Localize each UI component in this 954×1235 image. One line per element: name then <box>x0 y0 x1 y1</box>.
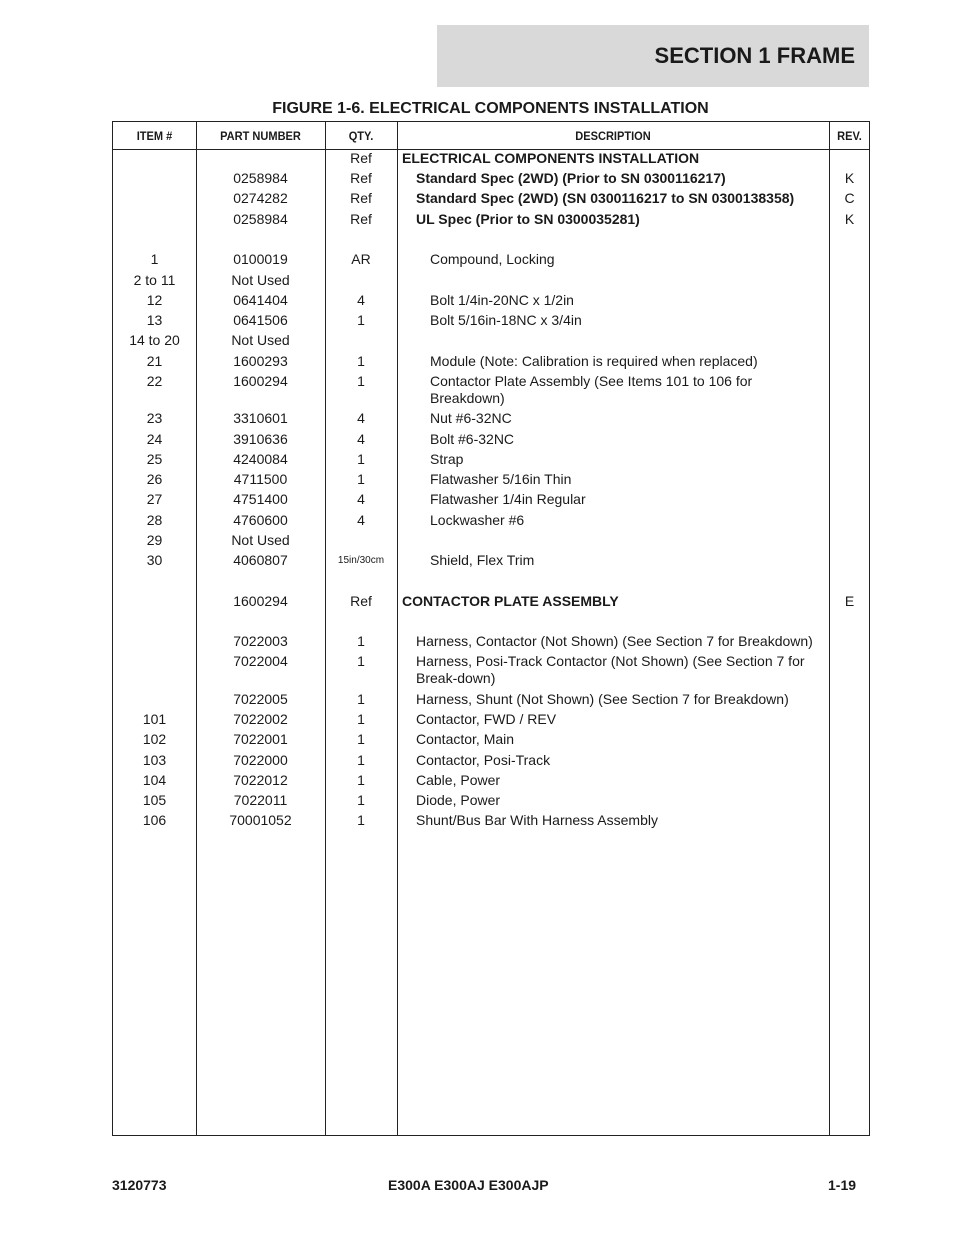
quantity-cell: 1 <box>357 471 365 487</box>
quantity-cell: 4 <box>357 292 365 308</box>
part-number-cell: 0641506 <box>233 312 288 328</box>
quantity-cell: 1 <box>357 711 365 727</box>
description-cell <box>397 552 829 569</box>
quantity-cell: 1 <box>357 312 365 328</box>
column-header-rev: REV. <box>837 128 862 143</box>
description-cell <box>397 653 829 687</box>
revision-cell: E <box>844 593 855 609</box>
item-number-cell: 12 <box>146 292 163 308</box>
quantity-cell: 1 <box>357 691 365 707</box>
item-number-cell: 22 <box>146 373 163 389</box>
part-number-cell: 4711500 <box>233 471 288 487</box>
quantity-cell: 1 <box>357 792 365 808</box>
description-cell <box>397 772 829 789</box>
description-cell <box>397 190 829 207</box>
part-number-cell: 70001052 <box>229 812 292 828</box>
description-cell <box>397 812 829 829</box>
description-line: Bolt 1/4in-20NC x 1/2in <box>430 292 574 308</box>
column-divider <box>397 122 398 1135</box>
description-line: Contactor, Main <box>416 731 515 747</box>
part-number-cell: 7022001 <box>233 731 288 747</box>
part-number-cell: Not Used <box>231 332 290 348</box>
quantity-cell: 1 <box>357 353 365 369</box>
quantity-cell: 4 <box>357 410 365 426</box>
item-number-cell: 106 <box>142 812 167 828</box>
part-number-cell: Not Used <box>231 532 290 548</box>
item-number-cell: 21 <box>146 353 163 369</box>
description-line: Cable, Power <box>416 772 501 788</box>
description-cell <box>397 633 829 650</box>
description-cell <box>397 471 829 488</box>
description-cell <box>397 792 829 809</box>
footer-doc-number: 3120773 <box>112 1177 167 1193</box>
item-number-cell: 1 <box>150 251 159 267</box>
description-line: Standard Spec (2WD) (Prior to SN 0300116217) <box>416 170 726 186</box>
part-number-cell: 4760600 <box>233 512 288 528</box>
part-number-cell: 0274282 <box>233 190 288 206</box>
item-number-cell: 28 <box>146 512 163 528</box>
description-line: Contactor Plate Assembly (See Items 101 to 106 for <box>430 373 753 389</box>
description-cell <box>397 211 829 228</box>
revision-cell: C <box>844 190 855 206</box>
description-cell <box>397 373 829 407</box>
description-line: Module (Note: Calibration is required when replaced) <box>430 353 758 369</box>
description-line: Break-down) <box>416 670 496 686</box>
description-line: CONTACTOR PLATE ASSEMBLY <box>402 593 619 609</box>
description-cell <box>397 170 829 187</box>
description-line: Flatwasher 5/16in Thin <box>430 471 572 487</box>
description-cell <box>397 410 829 427</box>
part-number-cell: 7022003 <box>233 633 288 649</box>
description-line: Harness, Contactor (Not Shown) (See Section 7 for Breakdown) <box>416 633 813 649</box>
item-number-cell: 29 <box>146 532 163 548</box>
quantity-cell: Ref <box>350 211 372 227</box>
item-number-cell: 103 <box>142 752 167 768</box>
quantity-cell: Ref <box>350 170 372 186</box>
quantity-cell: 4 <box>357 491 365 507</box>
description-line: Harness, Posi-Track Contactor (Not Shown) (See Section 7 for <box>416 653 805 669</box>
quantity-cell: 1 <box>357 812 365 828</box>
item-number-cell: 104 <box>142 772 167 788</box>
part-number-cell: 3310601 <box>233 410 288 426</box>
column-header-part-number: PART NUMBER <box>220 128 301 143</box>
quantity-cell: 1 <box>357 373 365 389</box>
column-divider <box>325 122 326 1135</box>
description-line: Lockwasher #6 <box>430 512 525 528</box>
item-number-cell: 30 <box>146 552 163 568</box>
description-cell <box>397 731 829 748</box>
part-number-cell: 0258984 <box>233 170 288 186</box>
description-cell <box>397 312 829 329</box>
part-number-cell: 1600294 <box>233 373 288 389</box>
quantity-cell: 1 <box>357 752 365 768</box>
description-line: Nut #6-32NC <box>430 410 512 426</box>
part-number-cell: 0641404 <box>233 292 288 308</box>
part-number-cell: 7022004 <box>233 653 288 669</box>
description-cell <box>397 150 829 167</box>
column-header-description: DESCRIPTION <box>575 128 651 143</box>
description-line: Diode, Power <box>416 792 501 808</box>
quantity-cell: 1 <box>357 731 365 747</box>
description-line: Strap <box>430 451 464 467</box>
part-number-cell: 0258984 <box>233 211 288 227</box>
footer-models: E300A E300AJ E300AJP <box>388 1177 549 1193</box>
quantity-cell: Ref <box>350 150 372 166</box>
quantity-cell: 1 <box>357 451 365 467</box>
description-cell <box>397 593 829 610</box>
description-line: Flatwasher 1/4in Regular <box>430 491 586 507</box>
description-line: UL Spec (Prior to SN 0300035281) <box>416 211 640 227</box>
item-number-cell: 26 <box>146 471 163 487</box>
description-cell <box>397 353 829 370</box>
description-cell <box>397 491 829 508</box>
quantity-cell: 1 <box>357 633 365 649</box>
revision-cell: K <box>844 170 855 186</box>
item-number-cell: 102 <box>142 731 167 747</box>
description-line: Shield, Flex Trim <box>430 552 535 568</box>
description-cell <box>397 691 829 708</box>
description-line: Compound, Locking <box>430 251 555 267</box>
part-number-cell: 4240084 <box>233 451 288 467</box>
part-number-cell: 4060807 <box>233 552 288 568</box>
description-cell <box>397 251 829 268</box>
description-line: Bolt #6-32NC <box>430 431 515 447</box>
description-line: Contactor, FWD / REV <box>416 711 557 727</box>
revision-cell: K <box>844 211 855 227</box>
section-header <box>437 25 869 87</box>
item-number-cell: 101 <box>142 711 167 727</box>
part-number-cell: 4751400 <box>233 491 288 507</box>
part-number-cell: Not Used <box>231 272 290 288</box>
item-number-cell: 13 <box>146 312 163 328</box>
description-line: Contactor, Posi-Track <box>416 752 551 768</box>
part-number-cell: 7022005 <box>233 691 288 707</box>
description-cell <box>397 451 829 468</box>
description-cell <box>397 431 829 448</box>
description-line: Bolt 5/16in-18NC x 3/4in <box>430 312 582 328</box>
part-number-cell: 3910636 <box>233 431 288 447</box>
footer-page-number: 1-19 <box>828 1177 857 1193</box>
description-cell <box>397 752 829 769</box>
description-line: ELECTRICAL COMPONENTS INSTALLATION <box>402 150 700 166</box>
description-line: Harness, Shunt (Not Shown) (See Section 7 for Breakdown) <box>416 691 789 707</box>
column-header-item: ITEM # <box>136 128 173 143</box>
part-number-cell: 7022002 <box>233 711 288 727</box>
part-number-cell: 7022000 <box>233 752 288 768</box>
item-number-cell: 2 to 11 <box>133 272 176 288</box>
description-cell <box>397 512 829 529</box>
figure-title: FIGURE 1-6. ELECTRICAL COMPONENTS INSTALLATION <box>272 100 709 117</box>
part-number-cell: 1600294 <box>233 593 288 609</box>
description-line: Shunt/Bus Bar With Harness Assembly <box>416 812 658 828</box>
description-line: Standard Spec (2WD) (SN 0300116217 to SN 0300138358) <box>416 190 795 206</box>
description-line: Breakdown) <box>430 390 505 406</box>
parts-table <box>112 121 870 1136</box>
quantity-cell: 4 <box>357 431 365 447</box>
description-cell <box>397 711 829 728</box>
column-divider <box>829 122 830 1135</box>
item-number-cell: 27 <box>146 491 163 507</box>
part-number-cell: 7022012 <box>233 772 288 788</box>
quantity-cell: 15in/30cm <box>337 555 385 566</box>
column-header-qty: QTY. <box>348 128 374 143</box>
quantity-cell: AR <box>351 251 371 267</box>
part-number-cell: 7022011 <box>233 792 288 808</box>
item-number-cell: 14 to 20 <box>129 332 180 348</box>
item-number-cell: 24 <box>146 431 163 447</box>
quantity-cell: Ref <box>350 190 372 206</box>
quantity-cell: 1 <box>357 772 365 788</box>
quantity-cell: Ref <box>350 593 372 609</box>
part-number-cell: 0100019 <box>233 251 288 267</box>
section-title: SECTION 1 FRAME <box>654 43 855 68</box>
description-cell <box>397 292 829 309</box>
item-number-cell: 25 <box>146 451 163 467</box>
item-number-cell: 105 <box>142 792 167 808</box>
quantity-cell: 1 <box>357 653 365 669</box>
quantity-cell: 4 <box>357 512 365 528</box>
part-number-cell: 1600293 <box>233 353 288 369</box>
item-number-cell: 23 <box>146 410 163 426</box>
